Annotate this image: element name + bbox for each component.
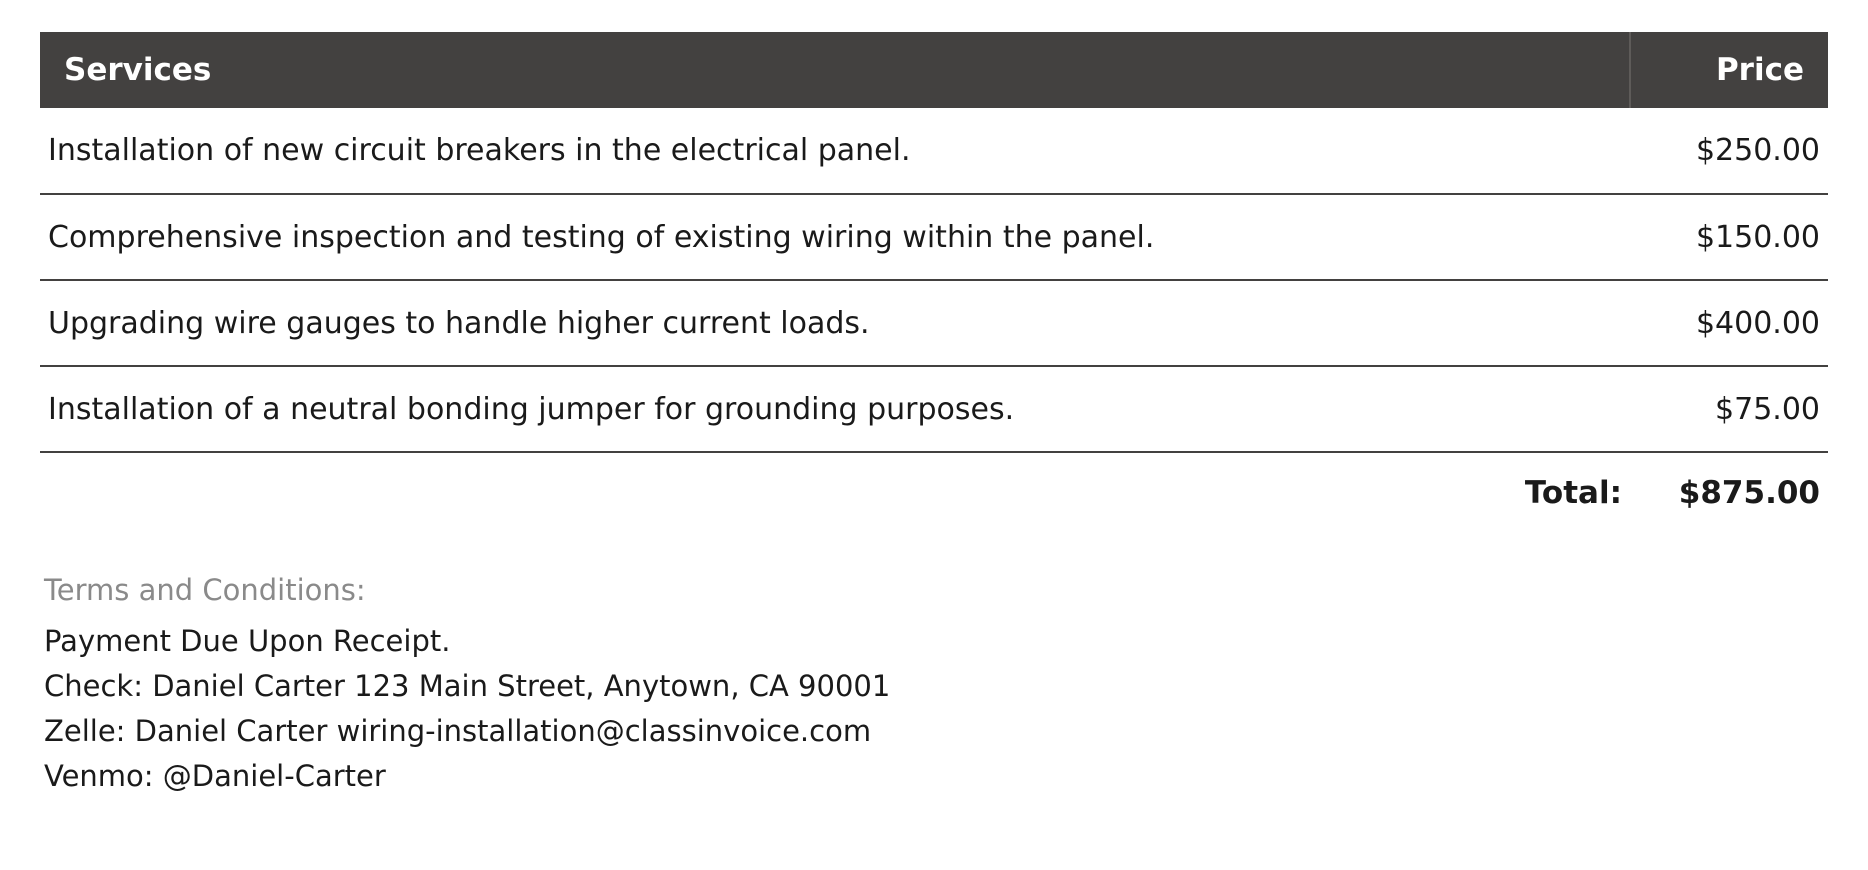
total-label: Total: bbox=[1524, 475, 1622, 511]
terms-line-payment: Payment Due Upon Receipt. bbox=[44, 624, 451, 658]
service-price: $75.00 bbox=[1630, 366, 1828, 452]
table-body bbox=[40, 108, 1828, 521]
service-description: Installation of new circuit breakers in the electrical panel. bbox=[40, 108, 1630, 194]
service-description: Installation of a neutral bonding jumper for grounding purposes. bbox=[40, 366, 1630, 452]
service-description: Upgrading wire gauges to handle higher current loads. bbox=[40, 280, 1630, 366]
service-price: $250.00 bbox=[1630, 108, 1828, 194]
table-header bbox=[40, 32, 1828, 108]
terms-heading: Terms and Conditions: bbox=[44, 573, 366, 607]
table-total-row bbox=[40, 452, 1828, 521]
terms-line-venmo: Venmo: @Daniel-Carter bbox=[44, 758, 386, 793]
table-row bbox=[40, 194, 1828, 280]
service-price: $400.00 bbox=[1630, 280, 1828, 366]
service-price: $150.00 bbox=[1630, 194, 1828, 280]
table-row bbox=[40, 366, 1828, 452]
total-value: $875.00 bbox=[1678, 475, 1820, 511]
terms-line-zelle: Zelle: Daniel Carter wiring-installation@classinvoice.com bbox=[44, 713, 872, 748]
terms-and-conditions-section bbox=[40, 573, 1828, 799]
services-price-table bbox=[40, 32, 1828, 521]
terms-line-check: Check: Daniel Carter 123 Main Street, Anytown, CA 90001 bbox=[44, 668, 891, 703]
column-header-price: Price bbox=[1715, 52, 1804, 88]
column-header-services: Services bbox=[40, 32, 1630, 108]
table-row bbox=[40, 280, 1828, 366]
table-header-row bbox=[40, 32, 1828, 108]
table-row bbox=[40, 108, 1828, 194]
service-description: Comprehensive inspection and testing of existing wiring within the panel. bbox=[40, 194, 1630, 280]
